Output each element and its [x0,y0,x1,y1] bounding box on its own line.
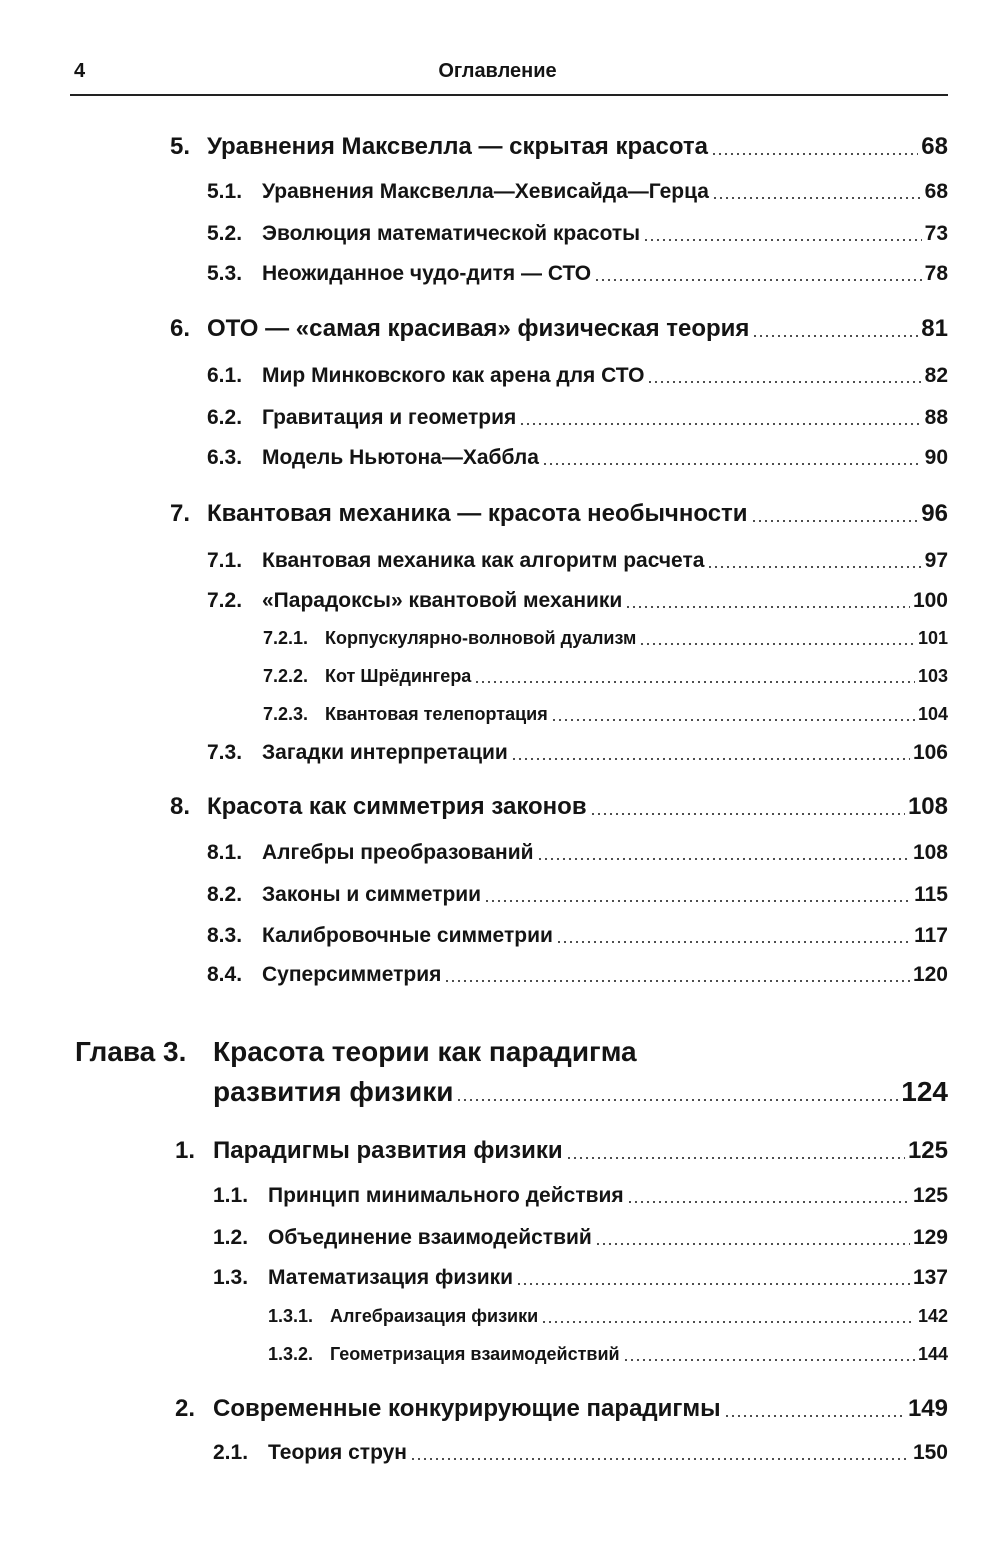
entry-page: 106 [912,741,948,764]
toc-entry[interactable] [175,1395,948,1423]
entry-title: Гравитация и геометрия [262,406,517,429]
dot-leader [541,1321,915,1323]
entry-number: 2. [175,1395,196,1422]
entry-page: 108 [912,841,948,864]
dot-leader [627,1201,910,1203]
entry-number: 5.1. [207,180,243,203]
entry-number: 8.2. [207,883,243,906]
toc-entry[interactable] [207,589,948,613]
entry-number: 2.1. [213,1441,249,1464]
entry-number: 1.1. [213,1184,249,1207]
entry-page: 108 [907,793,948,820]
entry-title: Современные конкурирующие парадигмы [213,1395,721,1422]
toc-entry[interactable] [213,1226,948,1250]
entry-page: 97 [924,549,948,572]
entry-number: 7. [170,500,191,527]
dot-leader [711,153,918,155]
entry-number: 1.3.2. [268,1344,314,1364]
entry-title: ОТО — «самая красивая» физическая теория [207,315,750,342]
toc-entry[interactable] [207,549,948,573]
toc-entry[interactable] [263,704,948,725]
entry-page: 149 [907,1395,948,1422]
chapter-page: 124 [901,1076,948,1107]
dot-leader [537,858,910,860]
dot-leader [551,719,915,721]
entry-page: 120 [912,963,948,986]
entry-title: Квантовая механика — красота необычности [207,500,748,527]
entry-number: 7.2.3. [263,704,309,724]
entry-number: 1. [175,1137,196,1164]
dot-leader [752,335,918,337]
entry-number: 5.2. [207,222,243,245]
entry-number: 6.3. [207,446,243,469]
entry-number: 7.2. [207,589,243,612]
entry-page: 129 [912,1226,948,1249]
entry-title: Красота как симметрия законов [207,793,587,820]
dot-leader [751,520,919,522]
entry-title: Корпускулярно-волновой дуализм [325,628,637,648]
entry-number: 8.1. [207,841,243,864]
dot-leader [410,1458,910,1460]
entry-number: 7.1. [207,549,243,572]
dot-leader [595,1243,910,1245]
entry-page: 96 [921,500,948,527]
entry-page: 115 [914,883,948,906]
chapter-title-line2-row[interactable] [213,1076,948,1108]
running-page-number: 4 [74,60,86,82]
entry-title: Теория струн [268,1441,407,1464]
toc-entry[interactable] [213,1441,948,1465]
chapter-title-line2: развития физики [213,1076,454,1107]
dot-leader [519,423,921,425]
toc-entry[interactable] [175,1137,948,1165]
entry-title: Алгебраизация физики [330,1306,539,1326]
entry-number: 5.3. [207,262,243,285]
toc-entry[interactable] [268,1306,948,1327]
chapter-label: Глава 3. [75,1036,187,1067]
toc-entry[interactable] [207,841,948,865]
entry-page: 100 [912,589,948,612]
dot-leader [474,681,915,683]
dot-leader [456,1099,898,1101]
entry-title: Модель Ньютона—Хаббла [262,446,539,469]
dot-leader [542,463,922,465]
entry-page: 73 [924,222,948,245]
entry-title: Неожиданное чудо-дитя — СТО [262,262,592,285]
entry-title: Квантовая телепортация [325,704,548,724]
dot-leader [444,980,910,982]
dot-leader [556,941,911,943]
entry-number: 7.3. [207,741,243,764]
entry-page: 144 [917,1344,948,1364]
dot-leader [643,239,922,241]
entry-page: 103 [917,666,948,686]
toc-entry[interactable] [207,262,948,286]
dot-leader [484,900,911,902]
dot-leader [516,1283,910,1285]
entry-page: 81 [921,315,948,342]
toc-entry[interactable] [207,883,948,907]
entry-page: 90 [924,446,948,469]
entry-title: Законы и симметрии [262,883,482,906]
entry-title: Геометризация взаимодействий [330,1344,620,1364]
running-header-title: Оглавление [438,60,557,82]
entry-page: 88 [924,406,948,429]
entry-number: 8.3. [207,924,243,947]
dot-leader [707,566,921,568]
dot-leader [639,643,915,645]
toc-entry[interactable] [207,222,948,246]
entry-number: 6.1. [207,364,243,387]
toc-entry[interactable] [213,1266,948,1290]
entry-title: Объединение взаимодействий [268,1226,592,1249]
entry-title: Эволюция математической красоты [262,222,641,245]
entry-page: 150 [912,1441,948,1464]
entry-title: Уравнения Максвелла—Хевисайда—Герца [262,180,709,203]
entry-number: 1.2. [213,1226,249,1249]
toc-entry[interactable] [207,180,948,204]
header-rule [70,94,948,96]
toc-entry[interactable] [207,741,948,765]
entry-page: 117 [914,924,948,947]
toc-entry[interactable] [170,315,948,343]
dot-leader [590,813,905,815]
toc-entry[interactable] [170,500,948,528]
entry-number: 6.2. [207,406,243,429]
entry-page: 68 [921,133,948,160]
toc-entry[interactable] [263,666,948,687]
toc-entry[interactable] [207,406,948,430]
toc-entry[interactable] [213,1184,948,1208]
entry-title: Кот Шрёдингера [325,666,472,686]
toc-entry[interactable] [170,793,948,821]
entry-page: 125 [912,1184,948,1207]
dot-leader [594,279,922,281]
entry-title: Парадигмы развития физики [213,1137,563,1164]
entry-title: Мир Минковского как арена для СТО [262,364,645,387]
entry-title: Математизация физики [268,1266,514,1289]
dot-leader [724,1415,905,1417]
entry-title: Загадки интерпретации [262,741,508,764]
entry-title: Уравнения Максвелла — скрытая красота [207,133,708,160]
entry-title: Принцип минимального действия [268,1184,624,1207]
entry-number: 6. [170,315,191,342]
dot-leader [566,1157,905,1159]
entry-page: 101 [917,628,948,648]
entry-page: 137 [912,1266,948,1289]
toc-entry[interactable] [268,1344,948,1365]
toc-entry[interactable] [170,133,948,161]
entry-page: 142 [917,1306,948,1326]
entry-page: 104 [917,704,948,724]
entry-title: Алгебры преобразований [262,841,534,864]
dot-leader [625,606,910,608]
entry-title: «Парадоксы» квантовой механики [262,589,623,612]
entry-page: 68 [924,180,948,203]
dot-leader [511,758,910,760]
entry-page: 82 [924,364,948,387]
toc-entry[interactable] [207,924,948,948]
entry-page: 125 [907,1137,948,1164]
entry-page: 78 [924,262,948,285]
dot-leader [623,1359,915,1361]
entry-number: 1.3.1. [268,1306,314,1326]
toc-entry[interactable] [207,446,948,470]
entry-number: 8.4. [207,963,243,986]
entry-title: Калибровочные симметрии [262,924,553,947]
entry-number: 8. [170,793,191,820]
dot-leader [712,197,922,199]
entry-number: 7.2.2. [263,666,309,686]
toc-entry[interactable] [263,628,948,649]
entry-number: 7.2.1. [263,628,309,648]
dot-leader [647,381,921,383]
entry-number: 5. [170,133,191,160]
entry-number: 1.3. [213,1266,249,1289]
entry-title: Суперсимметрия [262,963,442,986]
toc-entry[interactable] [207,364,948,388]
toc-entry[interactable] [207,963,948,987]
entry-title: Квантовая механика как алгоритм расчета [262,549,705,572]
chapter-title-line1: Красота теории как парадигма [213,1036,637,1067]
